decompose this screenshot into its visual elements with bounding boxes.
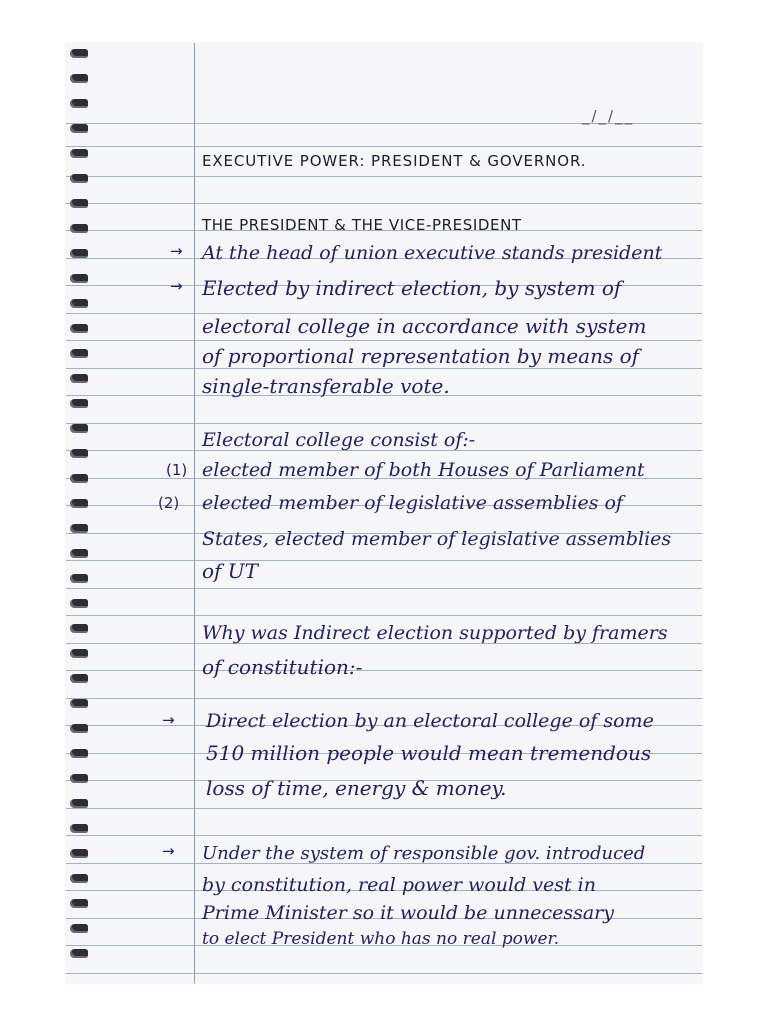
binding-hole <box>70 799 88 808</box>
binding-hole <box>70 424 88 433</box>
note-line: States, elected member of legislative assemblies <box>202 528 672 550</box>
rule-line <box>66 588 702 589</box>
binding-hole <box>70 149 88 158</box>
note-line: of constitution:- <box>202 655 363 679</box>
binding-hole <box>70 299 88 308</box>
note-line: Under the system of responsible gov. introduced <box>202 843 646 864</box>
binding-hole <box>70 224 88 233</box>
rule-line <box>66 698 702 699</box>
binding-hole <box>70 349 88 358</box>
notebook-page <box>66 43 702 983</box>
note-line: 510 million people would mean tremendous <box>206 741 652 765</box>
bullet-arrow: → <box>170 277 183 295</box>
note-line: elected member of legislative assemblies of <box>202 492 623 514</box>
note-line: Electoral college consist of:- <box>202 429 476 451</box>
binding-hole <box>70 924 88 933</box>
binding-hole <box>70 749 88 758</box>
binding-hole <box>70 549 88 558</box>
rule-line <box>66 835 702 836</box>
binding-hole <box>70 899 88 908</box>
rule-line <box>66 615 702 616</box>
binding-hole <box>70 674 88 683</box>
spiral-binding <box>66 43 96 983</box>
binding-hole <box>70 199 88 208</box>
chapter-title: EXECUTIVE POWER: PRESIDENT & GOVERNOR. <box>202 152 587 170</box>
binding-hole <box>70 249 88 258</box>
bullet-arrow: → <box>170 242 183 260</box>
rule-line <box>66 560 702 561</box>
binding-hole <box>70 399 88 408</box>
binding-hole <box>70 574 88 583</box>
rule-line <box>66 368 702 369</box>
note-line: single-transferable vote. <box>202 374 450 398</box>
note-line: Why was Indirect election supported by framers <box>202 622 668 644</box>
binding-hole <box>70 874 88 883</box>
rule-line <box>66 423 702 424</box>
list-number: (2) <box>158 494 180 512</box>
binding-hole <box>70 699 88 708</box>
note-line: electoral college in accordance with system <box>202 314 647 338</box>
date-field: _/_/__ <box>582 107 635 125</box>
note-line: of proportional representation by means of <box>202 344 640 368</box>
note-line: of UT <box>202 559 258 583</box>
rule-line <box>66 176 702 177</box>
rule-line <box>66 146 702 147</box>
binding-hole <box>70 824 88 833</box>
rule-line <box>66 340 702 341</box>
bullet-arrow: → <box>162 842 175 860</box>
binding-hole <box>70 124 88 133</box>
bullet-arrow: → <box>162 711 175 729</box>
rule-line <box>66 203 702 204</box>
binding-hole <box>70 324 88 333</box>
binding-hole <box>70 174 88 183</box>
note-line: to elect President who has no real power. <box>202 929 560 949</box>
note-line: Direct election by an electoral college of some <box>206 710 654 732</box>
binding-hole <box>70 849 88 858</box>
binding-hole <box>70 374 88 383</box>
binding-hole <box>70 274 88 283</box>
binding-hole <box>70 524 88 533</box>
binding-hole <box>70 649 88 658</box>
rule-line <box>66 973 702 974</box>
note-line: At the head of union executive stands president <box>202 242 663 264</box>
note-line: Prime Minister so it would be unnecessary <box>202 902 614 924</box>
binding-hole <box>70 949 88 958</box>
margin-line <box>194 43 195 983</box>
binding-hole <box>70 724 88 733</box>
note-line: loss of time, energy & money. <box>206 776 507 800</box>
binding-hole <box>70 499 88 508</box>
binding-hole <box>70 74 88 83</box>
binding-hole <box>70 449 88 458</box>
binding-hole <box>70 49 88 58</box>
rule-line <box>66 808 702 809</box>
rule-line <box>66 670 702 671</box>
binding-hole <box>70 624 88 633</box>
binding-hole <box>70 774 88 783</box>
list-number: (1) <box>166 461 188 479</box>
binding-hole <box>70 99 88 108</box>
binding-hole <box>70 599 88 608</box>
section-title: THE PRESIDENT & THE VICE-PRESIDENT <box>202 216 522 234</box>
note-line: by constitution, real power would vest in <box>202 874 596 896</box>
binding-hole <box>70 474 88 483</box>
note-line: elected member of both Houses of Parliament <box>202 459 645 481</box>
note-line: Elected by indirect election, by system of <box>202 276 622 300</box>
